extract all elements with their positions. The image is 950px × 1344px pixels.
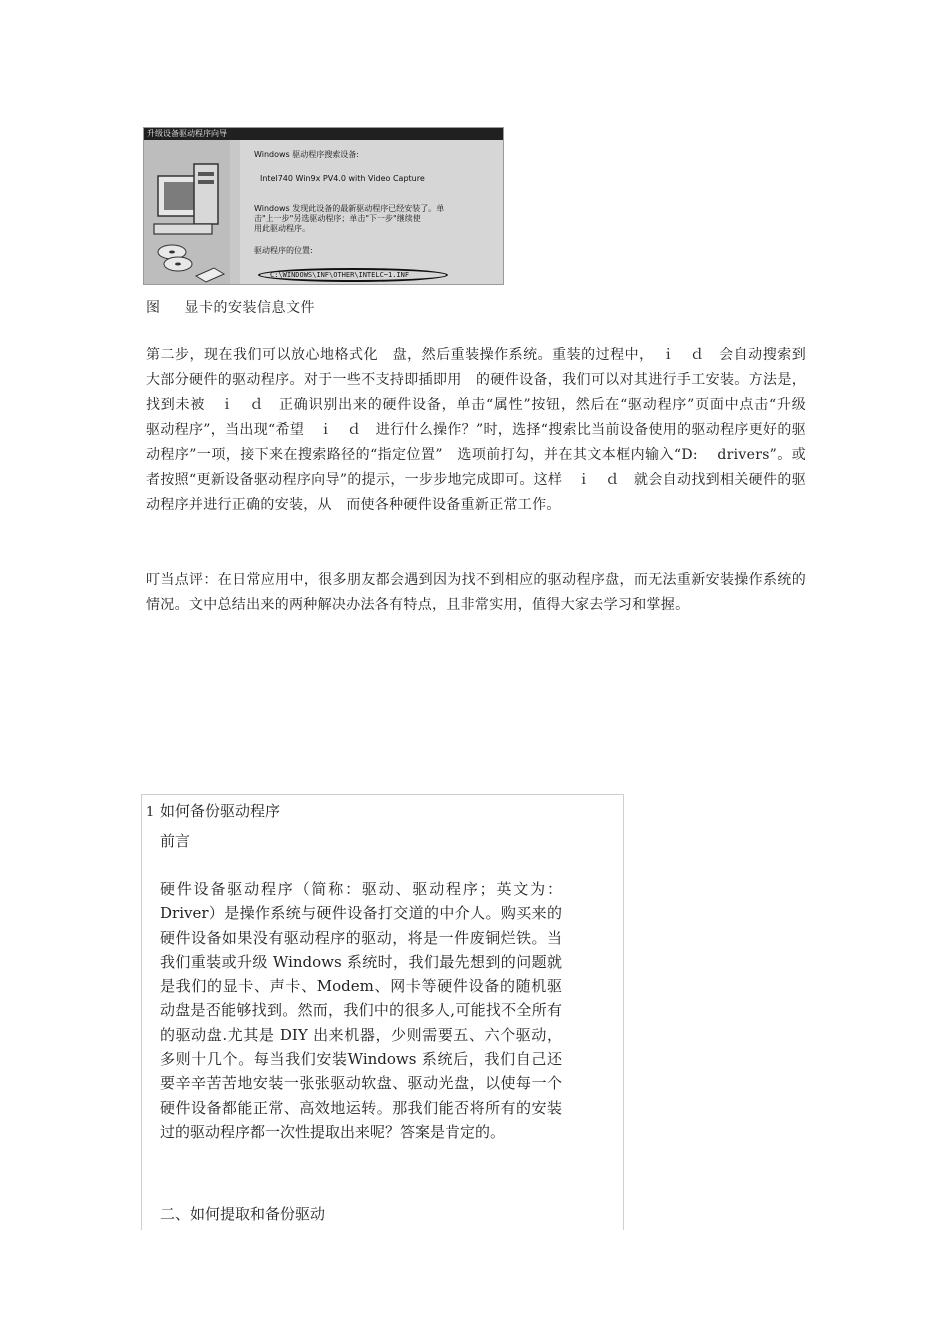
message-line-2: 击"上一步"另选驱动程序；单击"下一步"继续使	[254, 214, 421, 223]
computer-illustration-icon	[144, 140, 230, 285]
section-number: 1	[146, 805, 155, 820]
section-title	[146, 800, 280, 821]
search-label: Windows 驱动程序搜索设备:	[254, 150, 359, 159]
caption-text: 显卡的安装信息文件	[184, 300, 315, 316]
section-preface: 前言	[160, 832, 191, 850]
message-line-3: 用此驱动程序。	[254, 224, 310, 233]
driver-wizard-screenshot	[143, 127, 504, 285]
wizard-title-bar: 升级设备驱动程序向导	[144, 128, 503, 140]
figure-caption	[146, 297, 315, 317]
paragraph-comment: 叮当点评：在日常应用中，很多朋友都会遇到因为找不到相应的驱动程序盘，而无法重新安装操作系统的情况。文中总结出来的两种解决办法各有特点，且非常实用，值得大家去学习和掌握。	[146, 572, 806, 613]
caption-prefix: 图	[146, 300, 161, 316]
wizard-content-pane	[240, 140, 503, 284]
section-heading-2: 二、如何提取和备份驱动	[160, 1205, 326, 1223]
section-body: 硬件设备驱动程序（简称：驱动、驱动程序；英文为：Driver）是操作系统与硬件设备打交道的中介人。购买来的硬件设备如果没有驱动程序的驱动，将是一件废铜烂铁。当我们重装或升级 Windows 系统时，我们最先想到的问题就是我们的显卡、声卡、Modem、网卡等硬件设备的随机驱动盘是否能够找到。然而，我们中的很多人,可能找不全所有的驱动盘.尤其是 DIY 出来机器，少则需要五、六个驱动，多则十几个。每当我们安装Windows 系统后，我们自己还要辛辛苦苦地安装一张张驱动软盘、驱动光盘，以使每一个硬件设备都能正常、高效地运转。那我们能否将所有的安装过的驱动程序都一次性提取出来呢？答案是肯定的。	[160, 880, 562, 1141]
paragraph-step-two: 第二步，现在我们可以放心地格式化 盘，然后重装操作系统。重装的过程中， ｉ ｄ 会自动搜索到大部分硬件的驱动程序。对于一些不支持即插即用 的硬件设备，我们可以对其进行手工安装。方法是，找到未被 ｉ ｄ 正确识别出来的硬件设备，单击“属性”按钮，然后在“驱动程序”页面中点击“升级 驱动程序”，当出现“希望 ｉ ｄ 进行什么操作？”时，选择“搜索比当前设备使用的驱动程序更好的驱动程序”一项，接下来在搜索路径的“指定位置” 选项前打勾，并在其文本框内输入“D: drivers”。或者按照“更新设备驱动程序向导”的提示，一步步地完成即可。这样 ｉ ｄ 就会自动找到相关硬件的驱动程序并进行正确的安装，从 而使各种硬件设备重新正常工作。	[146, 347, 821, 513]
driver-path-field: C:\WINDOWS\INF\OTHER\INTELC~1.INF	[258, 268, 448, 282]
device-name: Intel740 Win9x PV4.0 with Video Capture	[260, 174, 425, 183]
section-title-text: 如何备份驱动程序	[160, 802, 281, 820]
location-label: 驱动程序的位置:	[254, 246, 313, 255]
message-line-1: Windows 发现此设备的最新驱动程序已经安装了。单	[254, 204, 445, 213]
